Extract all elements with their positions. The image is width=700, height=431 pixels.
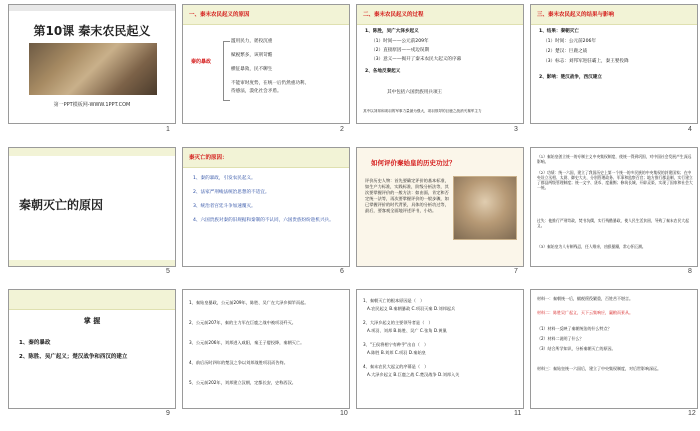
slide-thumbnail-9[interactable]	[8, 289, 176, 409]
slide-number: 5	[166, 268, 170, 275]
slide-header-band	[9, 290, 175, 310]
list-item: 1、陈胜，吴广大泽乡起义	[365, 29, 419, 34]
list-item: 其中包括六国贵族用兵项王	[387, 90, 443, 95]
slide-number: 4	[688, 126, 692, 133]
slide-number: 11	[514, 410, 522, 417]
list-item: 4、前后历时四年的楚汉之争以刘邦战胜项羽而告终。	[189, 360, 288, 365]
slide-number: 10	[340, 410, 348, 417]
list-item: 3、"王侯将相宁有种乎"出自（ ）	[363, 342, 429, 347]
slide-thumbnail-12[interactable]	[530, 289, 698, 409]
list-item: A.项羽、刘邦 B.陈胜、吴广 C.张角 D.黄巢	[367, 328, 447, 333]
list-item: 3、公元前206年，刘邦进入咸阳，秦王子婴投降，秦朝灭亡。	[189, 340, 305, 345]
slide-thumbnail-8[interactable]	[530, 147, 698, 267]
list-item: 2、陈胜、吴广起义；楚汉战争和西汉的建立	[19, 354, 128, 360]
slide-thumbnail-11[interactable]	[356, 289, 524, 409]
slide-thumbnail-7[interactable]	[356, 147, 524, 267]
slide-number: 8	[688, 268, 692, 275]
slide-number: 12	[688, 410, 696, 417]
list-item: （2）楚汉：巨鹿之战	[543, 49, 588, 54]
list-item: 不能审时度势，在统一后仍然重功利、	[231, 81, 310, 86]
slide-heading: 三、秦末农民起义的结果与影响	[537, 12, 615, 18]
slide-footer-note: 其中以刘邦和项羽的军事力量最为强大，项羽领导的巨鹿之战消灭秦军主力	[363, 109, 482, 113]
list-item: 赋税繁多，该刑苛酷	[231, 53, 273, 58]
list-item: 2、法家严刑峻法统治思想的不适宜。	[193, 190, 270, 195]
list-item: 3、统治者宫廷斗争加速覆灭。	[193, 204, 256, 209]
list-item: 4、秦末农民大起义的序幕是（ ）	[363, 364, 429, 369]
list-item: 材料一：秦朝统一后，赋税徭役繁重，百姓苦不堪言。	[537, 296, 633, 301]
list-item: （1）时间：公元前206年	[543, 39, 597, 44]
slide-footer-band	[9, 260, 175, 266]
list-item: 过失：他推行严刑苛政，焚书坑儒，实行残酷暴政，使人民生活贫困，导致了秦末农民大起义。	[537, 218, 689, 228]
slide-thumbnail-4[interactable]	[530, 4, 698, 124]
slide-title: 第10课 秦末农民起义	[33, 24, 151, 38]
slide-number: 1	[166, 126, 170, 133]
list-item: 2、公元前207年，秦的主力军在巨鹿之战中被项羽歼灭。	[189, 320, 296, 325]
list-item: 1、秦的暴政，引发农民起义。	[193, 176, 256, 181]
list-item: （3）标志：刘邦军进驻霸上，秦王婴投降	[543, 59, 629, 64]
list-item: 1、秦的暴政	[19, 340, 51, 346]
list-item: 2、各地反秦起义	[365, 69, 401, 74]
slide-heading: 秦灭亡的原因：	[189, 155, 228, 161]
list-item: 5、公元前202年，刘邦建立汉朝，定都长安，史称西汉。	[189, 380, 296, 385]
list-item: A.陈胜 B.刘邦 C.项羽 D.秦始皇	[367, 350, 426, 355]
list-item: （3）结合所学知识，分析秦朝灭亡的原因。	[537, 346, 616, 351]
list-item: 滥用民力，徭役沉重	[231, 39, 273, 44]
list-item: （1）材料一反映了秦朝统治的什么特点？	[537, 326, 612, 331]
slide-heading: 掌 握	[83, 317, 101, 325]
slide-number: 6	[340, 268, 344, 275]
list-item: （2）直接原因——戍边误期	[371, 48, 430, 53]
slide-number: 9	[166, 410, 170, 417]
list-item: （2）功绩：统一六国，建立了我国历史上第一个统一的多民族的中央集权的封建国家；在中央设立丞相、太尉、御史大夫，分别管理政务、军事和监察百官；地方推行郡县制，实行建立了郡县两级管理制度；统一文字、货币、度量衡；修筑长城，开辟灵渠，实现了国家和社会大一统。	[537, 170, 693, 190]
bracket-line	[223, 41, 230, 101]
slide-thumbnail-1[interactable]	[8, 4, 176, 124]
box-label: 秦的暴政	[191, 59, 212, 65]
slide-number: 7	[514, 268, 518, 275]
slide-number: 3	[514, 126, 518, 133]
list-item: A.大泽乡起义 B.巨鹿之战 C.楚汉战争 D.刘邦入关	[367, 372, 460, 377]
list-item: 材料三：秦始皇统一六国后，建立了中央集权制度，对后世影响深远。	[537, 366, 661, 371]
list-item: 1、秦始皇暴政，公元前209年，陈胜、吴广在大泽乡揭竿而起。	[189, 300, 309, 305]
slide-thumbnail-5[interactable]	[8, 147, 176, 267]
list-item: （3）意义——揭开了秦末农民大起义的序幕	[371, 57, 462, 62]
list-item: 2、大泽乡起义的主要领导者是（ ）	[363, 320, 433, 325]
slide-heading: 一、秦末农民起义的原因	[189, 12, 250, 18]
slide-header-band	[9, 148, 175, 156]
slide-subtitle: 第一PPT模板网-WWW.1PPT.COM	[53, 102, 131, 108]
list-item: 4、六国贵族对秦的旧规据和秦制的不认同，六国贵族纷纷趁机兴兵。	[193, 218, 334, 223]
list-item: 材料二：陈胜吴广起义，天下云集响应，赢粮而景从。	[537, 310, 633, 315]
list-item: 横征暴敛，民不聊生	[231, 67, 273, 72]
slide-body-text: 评价历史人物：首先要确定评价的基本标准，如生产力标准，实践标准，阶级分析法等，其次要掌握评价的一般方法：如由面，肯定和否定统一法等，再次要掌握评价的一般步骤，如已掌握评价的时代背景，具体的分析功过等，最后，要客观全面地评述评书，小结。	[365, 178, 449, 213]
slide-thumbnail-2[interactable]	[182, 4, 350, 124]
list-item: 2、影响：楚汉战争，西汉建立	[539, 75, 602, 80]
portrait-image	[453, 176, 517, 240]
slide-thumbnail-3[interactable]	[356, 4, 524, 124]
slide-header-band	[9, 5, 175, 11]
list-item: 1、结果：秦朝灭亡	[539, 29, 579, 34]
battle-painting	[29, 43, 157, 95]
list-item: A.农民起义 B.秦朝暴政 C.项羽灭秦 D.刘邦起兵	[367, 306, 456, 311]
list-item: （2）材料二说明了什么？	[537, 336, 584, 341]
slide-title: 如何评价秦始皇的历史功过？	[371, 159, 456, 167]
slide-heading: 二、秦末农民起义的过程	[363, 12, 424, 18]
list-item: 待感法，漠化社会矛盾。	[231, 89, 282, 94]
slide-thumbnail-10[interactable]	[182, 289, 350, 409]
list-item: （1）秦始皇创立统一的专制主义中央集权制度，使统一得到巩固，对中国社会发展产生深远影响。	[537, 154, 692, 164]
slide-thumbnail-6[interactable]	[182, 147, 350, 267]
section-title: 秦朝灭亡的原因	[19, 198, 104, 212]
list-item: （1）时间——公元前209年	[371, 39, 429, 44]
list-item: （3）秦始皇为人专制残忍，任人唯亲，凶狠暴躁，常心怀叵测。	[537, 244, 646, 249]
list-item: 1、秦朝灭亡的根本原因是（ ）	[363, 298, 425, 303]
slide-number: 2	[340, 126, 344, 133]
